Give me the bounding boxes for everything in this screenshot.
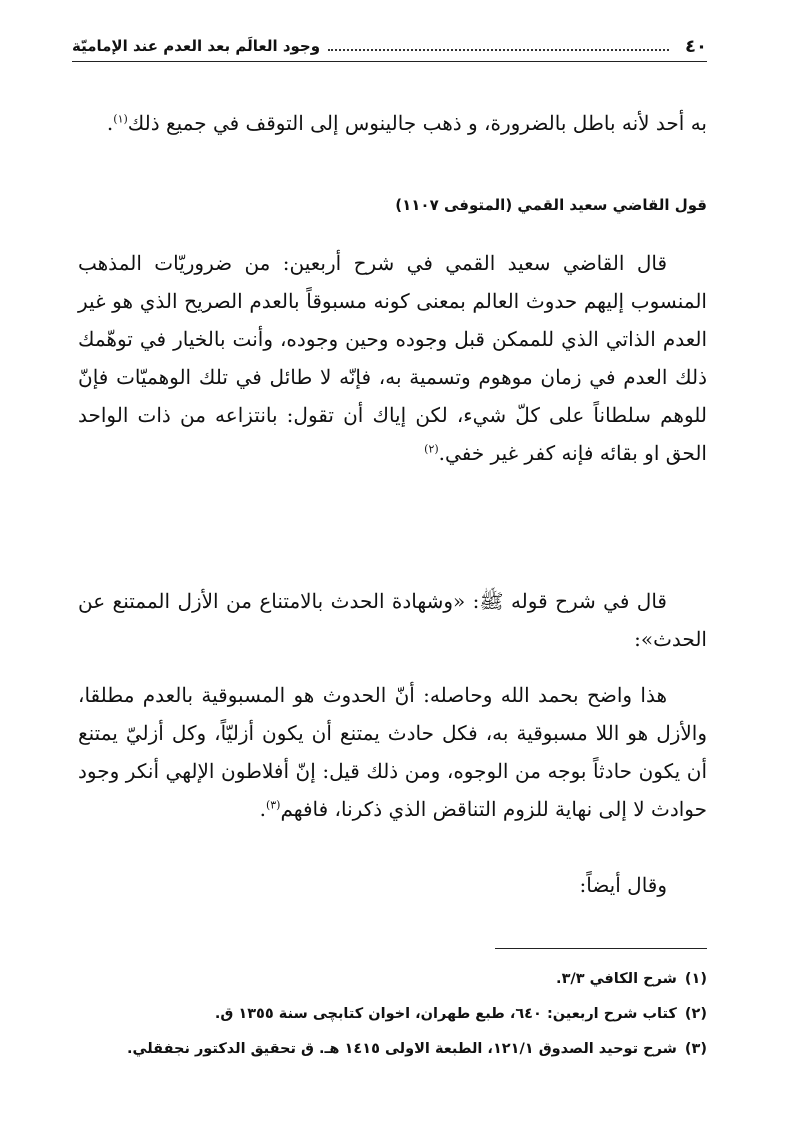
footnote-item — [78, 1032, 707, 1067]
paragraph-hadith-commentary — [78, 582, 707, 658]
footnote-text: شرح توحيد الصدوق ١٢١/١، الطبعة الاولى ١٤١٥ هـ. ق تحقيق الدكتور نجفقلي. — [127, 1041, 677, 1057]
footnote-rule — [495, 948, 707, 949]
paragraph-continuation — [78, 104, 707, 142]
paragraph-end: . — [259, 797, 266, 821]
section-heading: قول القاضي سعيد القمي (المتوفى ١١٠٧) — [395, 196, 707, 214]
paragraph-text: هذا واضح بحمد الله وحاصله: أنّ الحدوث هو المسبوقية بالعدم مطلقا، والأزل هو اللا مسبوقية به، فكل حادث يمتنع أن يكون أزليّاً، وكل أزليّ يمتنع أن يكون حادثاً بوجه من الوجوه، ومن ذلك قيل: إنّ أفلاطون الإلهي أنكر وجود حوادث لا إلى نهاية للزوم التناقض الذي ذكرنا، فافهم — [78, 683, 707, 821]
footnote-text: كتاب شرح اربعين: ٦٤٠، طبع طهران، اخوان كتابچى سنة ١٣٥٥ ق. — [214, 1006, 677, 1022]
footnote-ref: (٣) — [265, 798, 281, 812]
footnote-ref: (١) — [113, 112, 128, 126]
paragraph-also-said — [78, 866, 707, 904]
footnote-number: (٣) — [684, 1041, 707, 1057]
running-title: وجود العالَم بعد العدم عند الإماميّة — [72, 37, 321, 55]
footnote-text: شرح الكافي ٣/٣. — [556, 971, 677, 987]
footnote-ref: (٢) — [424, 442, 439, 456]
page-header — [72, 34, 707, 58]
page-number: ٤٠ — [685, 35, 707, 57]
paragraph-qummi-quote — [78, 244, 707, 472]
paragraph-text: به أحد لأنه باطل بالضرورة، و ذهب جالينوس إلى التوقف في جميع ذلك — [127, 111, 707, 135]
paragraph-text: قال القاضي سعيد القمي في شرح أربعين: من ضروريّات المذهب المنسوب إليهم حدوث العالم بمعنى كونه مسبوقاً بالعدم الصريح الذي هو غير العدم الذاتي الذي للممكن قبل وجوده وحين وجوده، وأنت بالخيار في توهّمك ذلك العدم في زمان موهوم وتسمية به، فإنّه لا طائل في تلك الوهميّات فإنّ للوهم سلطاناً على كلّ شيء، لكن إياك أن تقول: بانتزاعه من ذات الواحد الحق او بقائه فإنه كفر غير خفي. — [78, 251, 707, 465]
footnote-number: (٢) — [684, 1006, 707, 1022]
footnotes — [78, 962, 707, 1067]
header-dot-leader — [328, 49, 669, 51]
paragraph-explanation — [78, 676, 707, 828]
paragraph-text: قال في شرح قوله ﷺ: «وشهادة الحدث بالامتناع من الأزل الممتنع عن الحدث»: — [78, 589, 707, 651]
paragraph-text: وقال أيضاً: — [579, 873, 667, 897]
footnote-item — [78, 997, 707, 1032]
footnote-item — [78, 962, 707, 997]
header-rule — [72, 61, 707, 62]
paragraph-end: . — [106, 111, 114, 135]
footnote-number: (١) — [684, 971, 707, 987]
